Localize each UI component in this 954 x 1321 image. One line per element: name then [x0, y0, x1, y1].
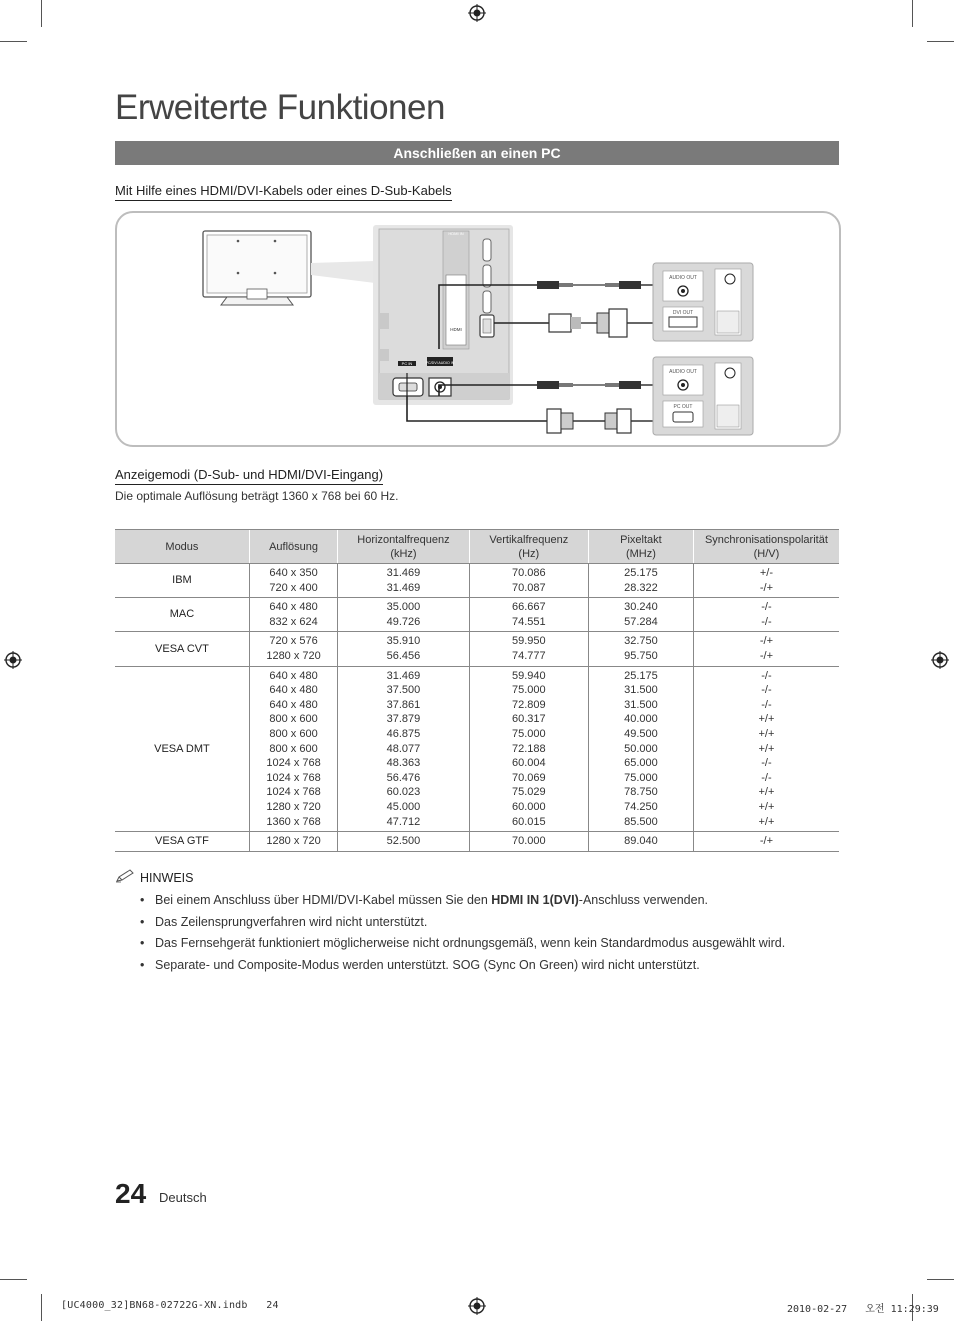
cell-value: 72.188: [511, 742, 546, 755]
cell-value: 70.087: [511, 581, 546, 594]
label-audio-out-2: AUDIO OUT: [669, 369, 697, 375]
label-hdmi-in: HDMI IN: [448, 231, 464, 236]
table-cell-hfreq: [338, 832, 469, 852]
table-cell-clock: [588, 598, 693, 632]
page-number: 24: [115, 1178, 147, 1209]
table-cell-sync: [693, 632, 839, 666]
tv-back-panel-icon: [373, 225, 513, 405]
crop-mark: [912, 0, 913, 27]
table-cell-res: [249, 666, 337, 832]
cell-value: 800 x 600: [269, 742, 318, 755]
table-cell-vfreq: [469, 632, 588, 666]
note-heading-label: HINWEIS: [140, 870, 194, 885]
cell-value: 1280 x 720: [266, 800, 321, 813]
table-cell-hfreq: [338, 564, 469, 598]
registration-mark-icon: [468, 4, 486, 22]
cell-value: 85.500: [624, 815, 658, 828]
cell-value: 720 x 576: [269, 635, 318, 648]
table-cell-res: [249, 564, 337, 598]
table-cell-res: [249, 832, 337, 852]
mode-name-cell: MAC: [115, 598, 249, 632]
cell-value: 640 x 480: [269, 684, 318, 697]
footer-timestamp: 2010-02-27 오전 11:29:39: [787, 1304, 939, 1315]
cell-value: -/-: [761, 669, 772, 682]
pc-hdmi-dvi-icon: [653, 263, 753, 341]
note-list: [140, 893, 785, 979]
table-cell-vfreq: [469, 598, 588, 632]
cell-value: -/-: [761, 698, 772, 711]
table-header-cell: [469, 530, 588, 564]
cell-value: 1280 x 720: [266, 835, 321, 848]
connection-diagram-illustration: [117, 213, 839, 445]
table-cell-vfreq: [469, 564, 588, 598]
cell-value: +/+: [758, 742, 775, 755]
cell-value: 1024 x 768: [266, 786, 321, 799]
subheading-display-modes: Anzeigemodi (D-Sub- und HDMI/DVI-Eingang): [115, 467, 383, 485]
header-text: Auflösung: [269, 540, 319, 553]
cell-value: 640 x 480: [269, 698, 318, 711]
table-header-cell: [693, 530, 839, 564]
cell-value: -/+: [759, 835, 773, 848]
note-heading: [115, 869, 193, 886]
cell-value: 56.456: [386, 649, 421, 662]
cell-value: 60.000: [511, 800, 546, 813]
cell-value: 75.029: [511, 786, 546, 799]
cell-value: 40.000: [624, 713, 658, 726]
cell-value: +/+: [758, 800, 775, 813]
label-pc-dvi-audio-in: PC/DVI AUDIO IN: [425, 361, 455, 365]
cell-value: 31.500: [624, 698, 658, 711]
label-pc-in: PC IN: [401, 361, 413, 366]
registration-mark-icon: [4, 651, 22, 669]
table-cell-sync: [693, 564, 839, 598]
cell-value: +/+: [758, 713, 775, 726]
cell-value: +/-: [759, 567, 773, 579]
cell-value: 32.750: [624, 635, 658, 648]
registration-mark-icon: [468, 1297, 486, 1315]
cell-value: 37.879: [386, 713, 421, 726]
page-title: Erweiterte Funktionen: [115, 88, 445, 127]
pencil-icon: [115, 869, 135, 886]
cell-value: 35.910: [386, 635, 421, 648]
cell-value: 49.500: [624, 727, 658, 740]
footer-file-info: [UC4000_32]BN68-02722G-XN.indb 24: [61, 1300, 279, 1311]
note-text: Separate- und Composite-Modus werden unterstützt. SOG (Sync On Green) wird nicht unterstützt.: [155, 957, 700, 972]
cell-value: 31.469: [386, 567, 421, 579]
crop-mark: [41, 1294, 42, 1321]
cell-value: -/-: [761, 601, 772, 614]
cell-value: 28.322: [624, 581, 658, 594]
header-text: (Hz): [518, 547, 540, 560]
table-cell-sync: [693, 598, 839, 632]
table-cell-res: [249, 598, 337, 632]
cell-value: -/+: [759, 581, 773, 594]
cell-value: 74.250: [624, 800, 658, 813]
header-text: Modus: [165, 540, 199, 553]
label-audio-out-1: AUDIO OUT: [669, 275, 697, 281]
cell-value: 31.500: [624, 684, 658, 697]
table-cell-sync: [693, 832, 839, 852]
optimal-resolution-text: Die optimale Auflösung beträgt 1360 x 768 bei 60 Hz.: [115, 489, 399, 503]
audio-cable-icon: [537, 281, 653, 289]
note-text-bold: HDMI IN 1(DVI): [491, 893, 579, 907]
pc-d-sub-icon: [653, 357, 753, 435]
cell-value: 46.875: [386, 727, 421, 740]
cell-value: 89.040: [624, 835, 658, 848]
cell-value: 832 x 624: [269, 615, 318, 628]
header-text: Pixeltakt: [620, 533, 662, 546]
cell-value: 60.023: [386, 786, 421, 799]
hdmi-dvi-cable-icon: [549, 309, 653, 337]
cell-value: +/+: [758, 786, 775, 799]
cell-value: +/+: [758, 815, 775, 828]
cell-value: 59.950: [511, 635, 546, 648]
cell-value: -/+: [759, 635, 773, 648]
cell-value: -/-: [761, 615, 772, 628]
page-language: Deutsch: [159, 1190, 207, 1205]
cell-value: 59.940: [511, 669, 546, 682]
note-item: [140, 958, 785, 980]
subheading-cable: Mit Hilfe eines HDMI/DVI-Kabels oder eines D-Sub-Kabels: [115, 183, 452, 201]
table-cell-clock: [588, 666, 693, 832]
table-cell-hfreq: [338, 632, 469, 666]
cell-value: 95.750: [624, 649, 658, 662]
crop-mark: [0, 1279, 27, 1280]
cell-value: 57.284: [624, 615, 658, 628]
table-header-cell: [249, 530, 337, 564]
cell-value: 1360 x 768: [266, 815, 321, 828]
mode-name-cell: VESA DMT: [115, 666, 249, 832]
cell-value: 25.175: [624, 567, 658, 579]
cell-value: 35.000: [386, 601, 421, 614]
table-row: [115, 666, 839, 832]
cell-value: 75.000: [511, 727, 546, 740]
cell-value: 640 x 480: [269, 601, 318, 614]
display-modes-table: [115, 529, 839, 852]
table-header-row: [115, 530, 839, 564]
cell-value: 1024 x 768: [266, 771, 321, 784]
cell-value: 70.000: [511, 835, 546, 848]
cell-value: 25.175: [624, 669, 658, 682]
cell-value: 31.469: [386, 581, 421, 594]
table-cell-clock: [588, 632, 693, 666]
note-text: Das Fernsehgerät funktioniert möglicherweise nicht ordnungsgemäß, wenn kein Standardmodus ausgewählt wird.: [155, 936, 786, 951]
cell-value: -/-: [761, 771, 772, 784]
registration-mark-icon: [931, 651, 949, 669]
header-text: Horizontalfrequenz: [357, 533, 450, 546]
cell-value: 640 x 350: [269, 567, 318, 579]
tv-front-icon: [203, 231, 311, 305]
table-row: [115, 832, 839, 852]
cell-value: 800 x 600: [269, 727, 318, 740]
header-text: (kHz): [390, 547, 417, 560]
header-text: Synchronisationspolarität: [704, 533, 828, 546]
cell-value: 60.317: [511, 713, 546, 726]
table-cell-vfreq: [469, 666, 588, 832]
cell-value: 720 x 400: [269, 581, 318, 594]
cell-value: 49.726: [386, 615, 421, 628]
section-heading: Anschließen an einen PC: [115, 141, 839, 165]
crop-mark: [927, 1279, 954, 1280]
note-text: Das Zeilensprungverfahren wird nicht unterstützt.: [155, 914, 428, 929]
note-text: -Anschluss verwenden.: [578, 893, 709, 907]
cell-value: 74.551: [511, 615, 546, 628]
cell-value: 75.000: [624, 771, 658, 784]
cell-value: 1280 x 720: [266, 649, 321, 662]
table-cell-clock: [588, 564, 693, 598]
label-dvi-out: DVI OUT: [672, 310, 694, 316]
cell-value: 30.240: [624, 601, 658, 614]
table-cell-hfreq: [338, 666, 469, 832]
cell-value: +/+: [758, 727, 775, 740]
table-header-cell: [115, 530, 249, 564]
d-sub-cable-icon: [547, 409, 653, 433]
audio-cable-icon: [537, 381, 653, 389]
table-cell-res: [249, 632, 337, 666]
table-row: [115, 564, 839, 598]
cell-value: 70.086: [511, 567, 546, 579]
note-item: [140, 915, 785, 937]
table-cell-vfreq: [469, 832, 588, 852]
header-text: (H/V): [753, 547, 780, 560]
cell-value: 66.667: [511, 601, 546, 614]
cell-value: 60.004: [511, 757, 546, 770]
cell-value: -/-: [761, 757, 772, 770]
cell-value: 47.712: [386, 815, 421, 828]
cell-value: -/+: [759, 649, 773, 662]
table-cell-sync: [693, 666, 839, 832]
table-row: [115, 598, 839, 632]
crop-mark: [927, 41, 954, 42]
connection-diagram: [115, 211, 841, 447]
cell-value: 60.015: [511, 815, 546, 828]
crop-mark: [0, 41, 27, 42]
table-row: [115, 632, 839, 666]
cell-value: 45.000: [386, 800, 421, 813]
cell-value: 75.000: [511, 684, 546, 697]
cell-value: 37.861: [386, 698, 421, 711]
cell-value: 78.750: [624, 786, 658, 799]
table-header-cell: [588, 530, 693, 564]
cell-value: 640 x 480: [269, 669, 318, 682]
table-header-cell: [338, 530, 469, 564]
mode-name-cell: VESA GTF: [115, 832, 249, 852]
header-text: (MHz): [625, 547, 656, 560]
header-text: Vertikalfrequenz: [489, 533, 569, 546]
cell-value: 50.000: [624, 742, 658, 755]
cell-value: 65.000: [624, 757, 658, 770]
cell-value: 31.469: [386, 669, 421, 682]
table-cell-clock: [588, 832, 693, 852]
note-item: [140, 893, 785, 915]
note-text: Bei einem Anschluss über HDMI/DVI-Kabel müssen Sie den: [155, 893, 492, 907]
cell-value: 800 x 600: [269, 713, 318, 726]
cell-value: 72.809: [511, 698, 546, 711]
cell-value: 37.500: [386, 684, 421, 697]
mode-name-cell: IBM: [115, 564, 249, 598]
cell-value: -/-: [761, 684, 772, 697]
crop-mark: [41, 0, 42, 27]
note-item: [140, 936, 785, 958]
label-hdmi-port: HDMI: [450, 327, 462, 332]
cell-value: 48.363: [386, 757, 421, 770]
mode-name-cell: VESA CVT: [115, 632, 249, 666]
cell-value: 56.476: [386, 771, 421, 784]
table-cell-hfreq: [338, 598, 469, 632]
cell-value: 1024 x 768: [266, 757, 321, 770]
cell-value: 52.500: [386, 835, 421, 848]
cell-value: 74.777: [511, 649, 546, 662]
label-pc-out: PC OUT: [673, 404, 693, 410]
cell-value: 70.069: [511, 771, 546, 784]
cell-value: 48.077: [386, 742, 421, 755]
